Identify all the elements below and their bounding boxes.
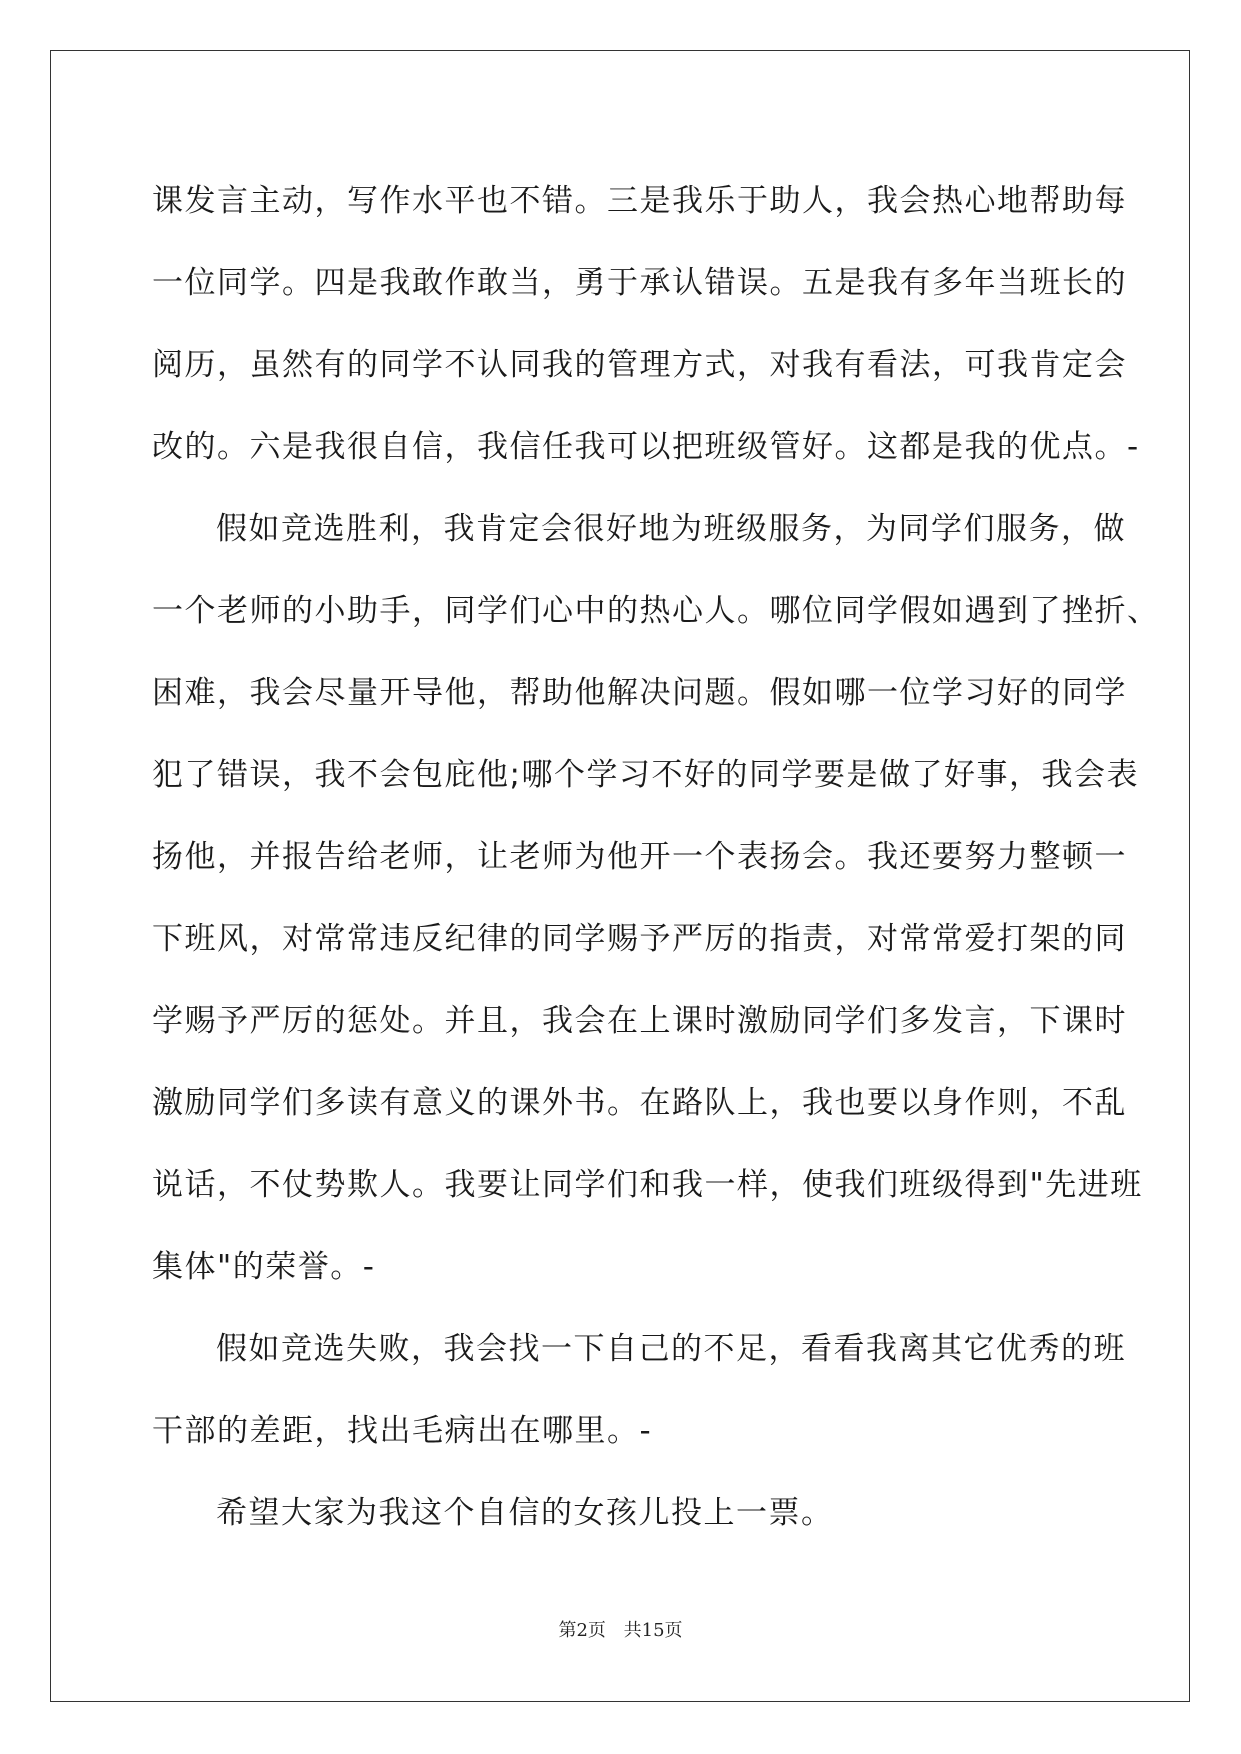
text-line: 犯了错误，我不会包庇他;哪个学习不好的同学要是做了好事，我会表 bbox=[152, 757, 1139, 793]
text-line: 改的。六是我很自信，我信任我可以把班级管好。这都是我的优点。- bbox=[152, 429, 1140, 465]
document-body bbox=[152, 160, 1160, 1554]
text-line: 下班风，对常常违反纪律的同学赐予严厉的指责，对常常爱打架的同 bbox=[152, 921, 1127, 957]
page-total: 共15页 bbox=[623, 1620, 683, 1641]
text-line: 一位同学。四是我敢作敢当，勇于承认错误。五是我有多年当班长的 bbox=[152, 265, 1127, 301]
page-footer bbox=[0, 1616, 1241, 1642]
text-line: 课发言主动，写作水平也不错。三是我乐于助人，我会热心地帮助每 bbox=[152, 183, 1127, 219]
text-line: 假如竞选胜利，我肯定会很好地为班级服务，为同学们服务，做 bbox=[216, 511, 1126, 547]
page-number: 第2页 bbox=[558, 1620, 606, 1641]
text-line: 集体"的荣誉。- bbox=[152, 1249, 376, 1285]
text-line: 干部的差距，找出毛病出在哪里。- bbox=[152, 1413, 653, 1449]
text-line: 学赐予严厉的惩处。并且，我会在上课时激励同学们多发言，下课时 bbox=[152, 1003, 1127, 1039]
text-line: 希望大家为我这个自信的女孩儿投上一票。 bbox=[216, 1495, 834, 1531]
text-line: 假如竞选失败，我会找一下自己的不足，看看我离其它优秀的班 bbox=[216, 1331, 1126, 1367]
text-line: 激励同学们多读有意义的课外书。在路队上，我也要以身作则，不乱 bbox=[152, 1085, 1127, 1121]
text-line: 阅历，虽然有的同学不认同我的管理方式，对我有看法，可我肯定会 bbox=[152, 347, 1127, 383]
text-line: 一个老师的小助手，同学们心中的热心人。哪位同学假如遇到了挫折、 bbox=[152, 593, 1160, 629]
text-line: 困难，我会尽量开导他，帮助他解决问题。假如哪一位学习好的同学 bbox=[152, 675, 1127, 711]
text-line: 扬他，并报告给老师，让老师为他开一个表扬会。我还要努力整顿一 bbox=[152, 839, 1127, 875]
text-line: 说话，不仗势欺人。我要让同学们和我一样，使我们班级得到"先进班 bbox=[152, 1167, 1143, 1203]
